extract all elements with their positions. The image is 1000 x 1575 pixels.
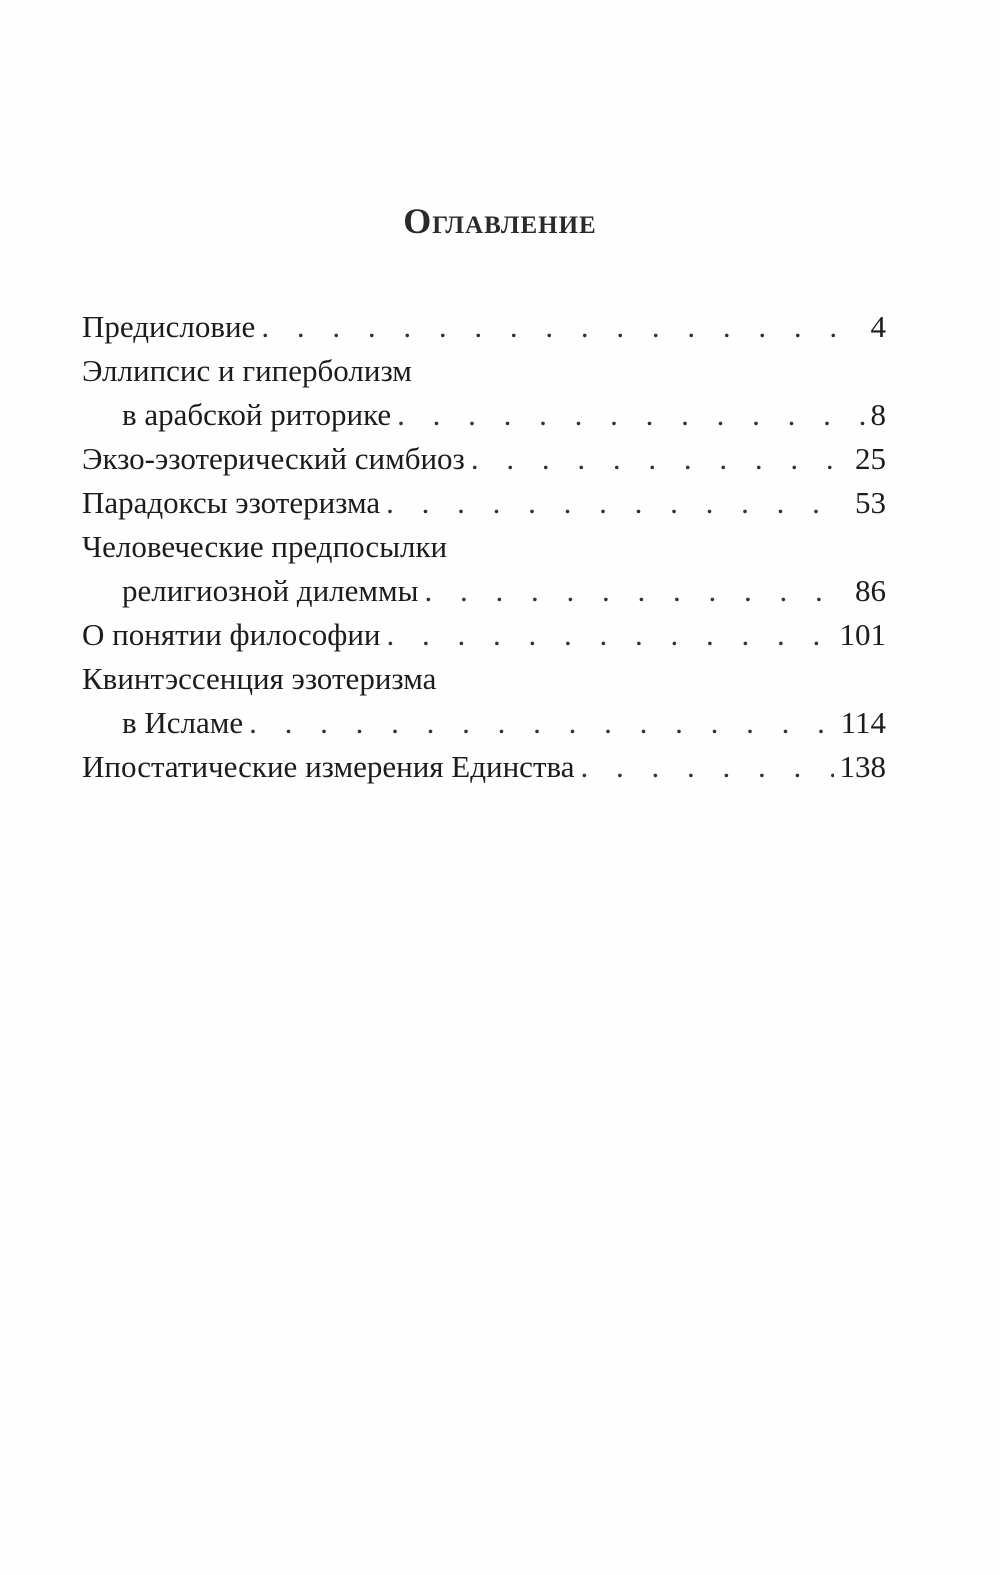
toc-entry-title: Предисловие <box>82 309 256 344</box>
table-of-contents <box>82 305 886 789</box>
toc-page-number: 114 <box>840 705 886 740</box>
dot-leader <box>387 613 834 657</box>
dot-leader <box>397 393 864 437</box>
dot-leader <box>424 569 849 613</box>
toc-entry-ellipsis-line2 <box>82 393 886 437</box>
toc-entry-title-continuation: в арабской риторике <box>122 397 392 432</box>
toc-entry-title: Человеческие предпосылки <box>82 529 448 564</box>
dot-leader <box>580 745 833 789</box>
toc-page-number: 4 <box>870 309 886 344</box>
toc-page-number: 8 <box>870 397 886 432</box>
toc-entry-title: Эллипсис и гиперболизм <box>82 353 412 388</box>
toc-entry-philosophy <box>82 613 886 657</box>
toc-entry-dilemma-line1 <box>82 525 886 569</box>
toc-entry-ellipsis-line1 <box>82 349 886 393</box>
toc-entry-quintessence-line2 <box>82 701 886 745</box>
toc-entry-quintessence-line1 <box>82 657 886 701</box>
toc-page-number: 53 <box>855 485 886 520</box>
toc-entry-hypostatic <box>82 745 886 789</box>
toc-entry-dilemma-line2 <box>82 569 886 613</box>
dot-leader <box>249 701 835 745</box>
toc-page-number: 25 <box>855 441 886 476</box>
toc-entry-title: Парадоксы эзотеризма <box>82 485 381 520</box>
toc-entry-paradoxes <box>82 481 886 525</box>
toc-entry-title: Ипостатические измерения Единства <box>82 749 575 784</box>
toc-entry-title: Экзо-эзотерический симбиоз <box>82 441 465 476</box>
toc-page-number: 86 <box>855 573 886 608</box>
toc-entry-preface <box>82 305 886 349</box>
toc-entry-symbiosis <box>82 437 886 481</box>
toc-entry-title: Квинтэссенция эзотеризма <box>82 661 437 696</box>
dot-leader <box>261 305 864 349</box>
toc-entry-title-continuation: религиозной дилеммы <box>122 573 419 608</box>
toc-entry-title-continuation: в Исламе <box>122 705 244 740</box>
dot-leader <box>471 437 849 481</box>
dot-leader <box>386 481 849 525</box>
toc-page-number: 138 <box>839 749 886 784</box>
page-title: Оглавление <box>403 201 597 241</box>
toc-entry-title: О понятии философии <box>82 617 381 652</box>
toc-page-number: 101 <box>839 617 886 652</box>
